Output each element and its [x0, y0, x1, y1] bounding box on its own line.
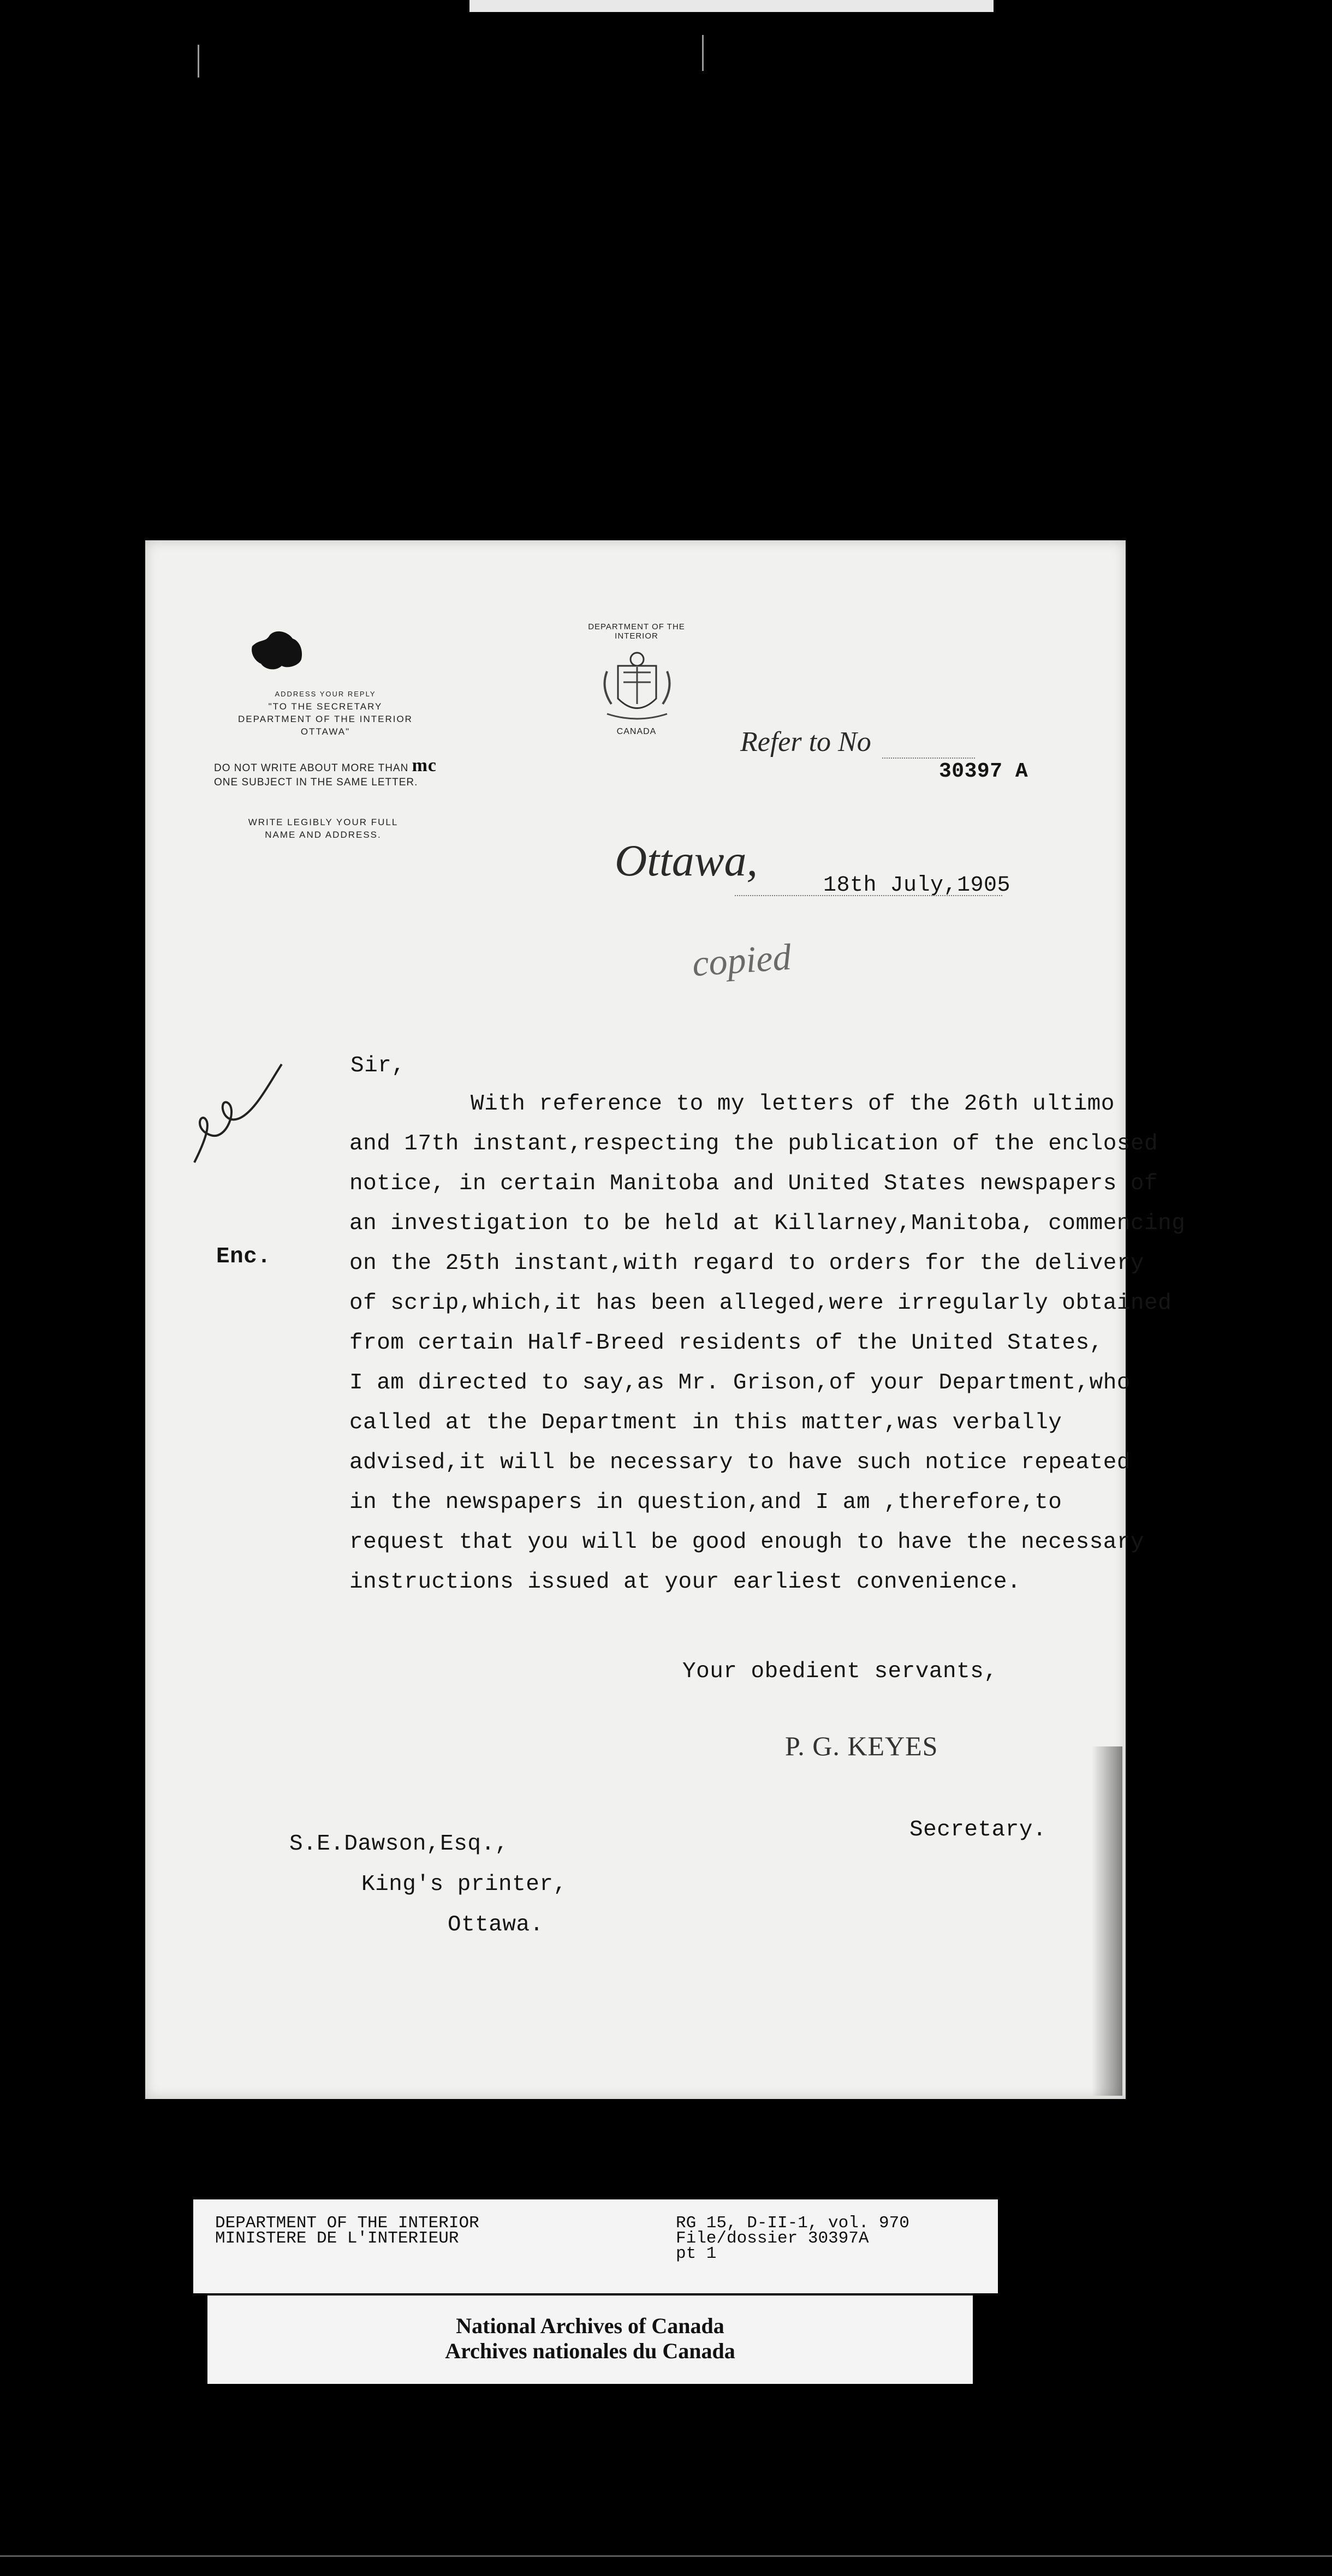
body-line: on the 25th instant,with regard to orders for the delivery [349, 1251, 1145, 1276]
legibility-line: WRITE LEGIBLY YOUR FULL [248, 817, 399, 827]
body-line: in the newspapers in question,and I am ,therefore,to [349, 1490, 1062, 1515]
department-french: MINISTERE DE L'INTERIEUR [215, 2229, 459, 2248]
body-line: of scrip,which,it has been alleged,were irregularly obtained [349, 1291, 1172, 1316]
archives-name-card [207, 2295, 973, 2384]
file-number: 30397 A [939, 760, 1028, 783]
recipient-line: S.E.Dawson,Esq., [289, 1832, 509, 1857]
body-line: from certain Half-Breed residents of the United States, [349, 1331, 1103, 1356]
body-line: With reference to my letters of the 26th ultimo [471, 1092, 1115, 1117]
reply-address-block [211, 688, 440, 738]
mc-initials: mc [412, 755, 437, 776]
body-line: an investigation to be held at Killarney,Manitoba, commencing [349, 1211, 1186, 1236]
closing: Your obedient servants, [682, 1659, 998, 1684]
recipient-line: King's printer, [361, 1872, 567, 1897]
archives-name-english: National Archives of Canada [456, 2313, 724, 2338]
one-subject-instruction [214, 755, 465, 790]
page-edge-shadow [1092, 1746, 1122, 2096]
record-group-reference: RG 15, D-II-1, vol. 970 [676, 2214, 909, 2233]
place-name: Ottawa, [615, 836, 758, 885]
seal-bottom-text: CANADA [616, 727, 657, 736]
legibility-instruction [230, 816, 416, 841]
archive-reference-card [193, 2199, 998, 2293]
body-line: advised,it will be necessary to have such notice repeated [349, 1450, 1131, 1475]
instruction-line: DO NOT WRITE ABOUT MORE THAN [214, 762, 409, 774]
margin-initials-mark-icon [189, 1059, 287, 1168]
address-line: "TO THE SECRETARY [268, 701, 383, 712]
instruction-line: ONE SUBJECT IN THE SAME LETTER. [214, 777, 418, 788]
film-scratch [198, 45, 199, 77]
salutation: Sir, [350, 1053, 406, 1078]
address-line: OTTAWA" [300, 726, 350, 737]
body-line: called at the Department in this matter,was verbally [349, 1410, 1062, 1435]
recipient-line: Ottawa. [448, 1912, 544, 1937]
copied-handwritten-note: copied [691, 935, 793, 985]
signature-title: Secretary. [909, 1817, 1047, 1842]
file-dossier-reference: File/dossier 30397A [676, 2229, 869, 2248]
department-english: DEPARTMENT OF THE INTERIOR [215, 2214, 479, 2233]
part-reference: pt 1 [676, 2244, 717, 2263]
archives-name-french: Archives nationales du Canada [445, 2339, 735, 2363]
film-scratch [702, 35, 704, 71]
enclosure-note: Enc. [216, 1244, 271, 1269]
body-line: request that you will be good enough to have the necessary [349, 1530, 1145, 1555]
legibility-line: NAME AND ADDRESS. [265, 830, 382, 840]
body-line: notice, in certain Manitoba and United States newspapers of [349, 1171, 1158, 1196]
ink-blot-icon [249, 628, 309, 677]
body-line: I am directed to say,as Mr. Grison,of your Department,who [349, 1370, 1131, 1396]
film-strip-top [469, 0, 994, 12]
letter-page [145, 540, 1186, 2099]
signature-stamp: P. G. KEYES [785, 1731, 938, 1761]
seal-top-text: DEPARTMENT OF THE INTERIOR [588, 622, 685, 641]
body-line: instructions issued at your earliest convenience. [349, 1570, 1021, 1595]
refer-to-label: Refer to No [740, 726, 871, 758]
film-strip-bottom-line [0, 2555, 1332, 2557]
refer-to-dotted-rule [882, 758, 975, 759]
letter-date: 18th July,1905 [823, 873, 1011, 898]
body-line: and 17th instant,respecting the publication of the enclosed [349, 1131, 1158, 1156]
address-line: ADDRESS YOUR REPLY [275, 690, 376, 698]
address-line: DEPARTMENT OF THE INTERIOR [238, 714, 413, 724]
